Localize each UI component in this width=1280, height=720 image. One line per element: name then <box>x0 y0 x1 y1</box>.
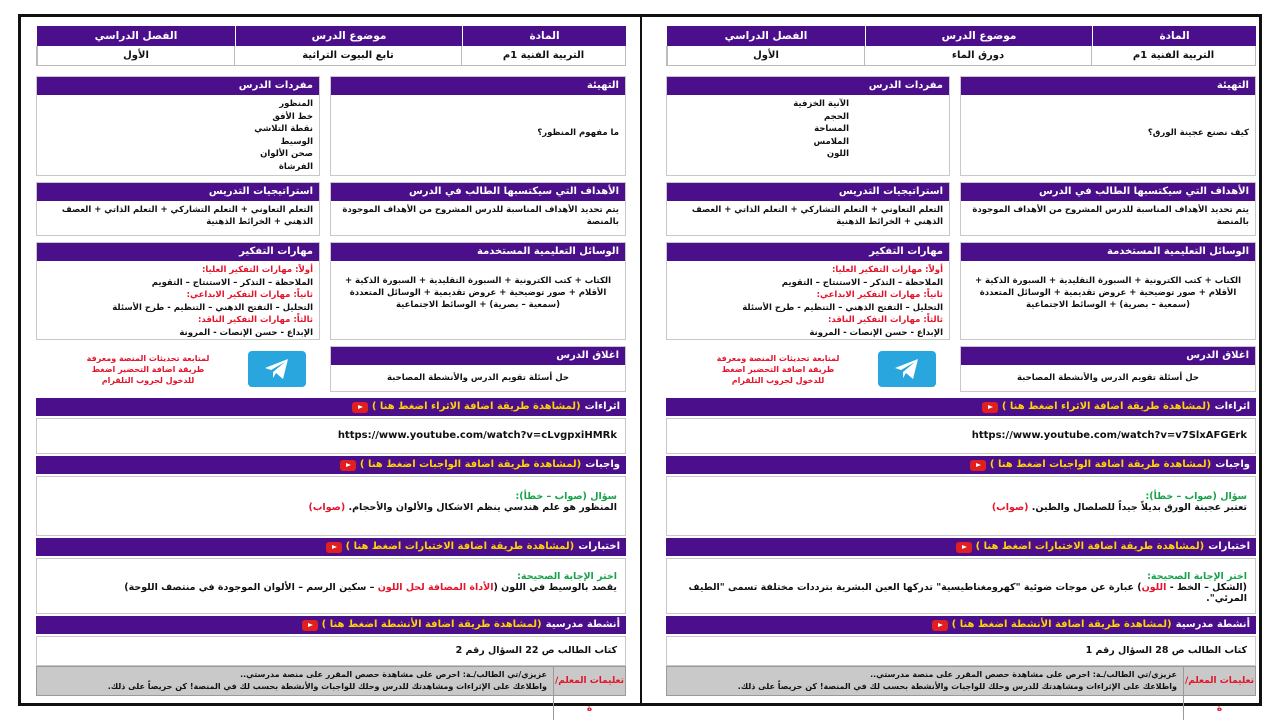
semester-header: الفصل الدراسي <box>36 26 235 46</box>
homework-label: واجبات <box>1215 459 1250 470</box>
tf-question: تعتبر عجينة الورق بديلاً جيداً للصلصال والطين. <box>1031 502 1247 513</box>
enrichment-link[interactable]: (لمشاهدة طريقة اضافة الاثراء اضغط هنا ) <box>371 401 581 412</box>
goals-title: الأهداف التي سيكتسبها الطالب في الدرس <box>331 183 625 201</box>
vocab-item: الفرشاة <box>278 161 313 172</box>
aids-text: الكتاب + كتب الكترونية + السبورة التقليدية + السبورة الذكية + الأقلام + صور توضيحية + عروض تقديمية + الوسائل المتعددة (سمعية – بصرية) + الوسائط الاجتماعية <box>344 276 612 310</box>
warmup-cell <box>330 76 626 176</box>
mc-question-b: – سكين الرسم – الألوان الموجودة في منتصف اللوحة) <box>124 582 378 593</box>
tests-content <box>666 558 1256 614</box>
tf-question-line <box>45 502 617 513</box>
strategies-cell <box>36 182 320 236</box>
topic-header: موضوع الدرس <box>865 26 1092 46</box>
thinking-line: الإبداع - حسن الإنصات - المرونة <box>179 327 313 338</box>
mc-question-a: (الشكل – الخط - <box>1166 582 1247 593</box>
telegram-text[interactable]: لمتابعة تحديثات المنصة ومعرفة طريقة اضافة التحضير اضغط للدخول لجروب التلقرام <box>716 353 840 385</box>
goals-cell <box>960 182 1256 236</box>
subject-value: التربية الفنية 1م <box>461 46 625 65</box>
thinking-line: التحليل – التفتح الذهني – التنظيم - طرح الأسئلة <box>742 302 943 313</box>
vocab-cell <box>666 76 950 176</box>
telegram-icon[interactable] <box>248 351 306 387</box>
closing-text: حل أسئلة تقويم الدرس والأنشطة المصاحبة <box>1017 373 1199 383</box>
thinking-line: الملاحظة – التذكر – الاستنتاج – التقويم <box>151 277 313 288</box>
thinking-line: التحليل – التفتح الذهني – التنظيم - طرح الأسئلة <box>112 302 313 313</box>
mc-answer: الأداة المضافة لحل اللون <box>377 582 494 593</box>
teacher-notes-text <box>667 667 1183 720</box>
warmup-title: التهيئة <box>331 77 625 95</box>
warmup-cell <box>960 76 1256 176</box>
enrichment-url[interactable]: https://www.youtube.com/watch?v=cLvgpxiHMRk <box>36 418 626 454</box>
strategies-cell <box>666 182 950 236</box>
activities-link[interactable]: (لمشاهدة طريقة اضافة الأنشطة اضغط هنا ) <box>321 619 542 630</box>
youtube-icon[interactable] <box>326 542 342 553</box>
homework-content <box>36 476 626 536</box>
vocab-item: الحجم <box>823 111 849 122</box>
activities-bar[interactable] <box>666 616 1256 634</box>
tests-label: اختبارات <box>1208 541 1250 552</box>
youtube-icon[interactable] <box>340 460 356 471</box>
thinking-list <box>667 261 949 342</box>
telegram-promo[interactable] <box>36 346 320 392</box>
mc-answer: اللون <box>1141 582 1167 593</box>
youtube-icon[interactable] <box>352 402 368 413</box>
thinking-heading: ثالثاً: مهارات التفكير الناقد: <box>198 315 313 325</box>
mc-label: اختر الإجابة الصحيحة: <box>1147 571 1247 582</box>
lesson-plan-page-2 <box>36 26 626 714</box>
tf-label: سؤال (صواب – خطأ): <box>1145 491 1247 502</box>
header-values <box>666 46 1256 66</box>
homework-link[interactable]: (لمشاهدة طريقة اضافة الواجبات اضغط هنا ) <box>989 459 1212 470</box>
enrichment-url[interactable]: https://www.youtube.com/watch?v=v7SlxAFGErk <box>666 418 1256 454</box>
aids-title: الوسائل التعليمية المستخدمة <box>961 243 1255 261</box>
tests-link[interactable]: (لمشاهدة طريقة اضافة الاختبارات اضغط هنا ) <box>345 541 575 552</box>
thinking-cell <box>36 242 320 340</box>
goals-text: يتم تحديد الأهداف المناسبة للدرس المشروح من الأهداف الموجودة بالمنصة <box>342 205 619 227</box>
mc-question-a: يقصد بالوسيط في اللون ( <box>493 582 617 593</box>
strategies-title: استراتيجيات التدريس <box>667 183 949 201</box>
telegram-promo[interactable] <box>666 346 950 392</box>
thinking-title: مهارات التفكير <box>667 243 949 261</box>
vocab-item: المنظور <box>279 99 313 109</box>
lesson-plan-page-1 <box>666 26 1256 714</box>
tf-question-line <box>675 502 1247 513</box>
homework-content <box>666 476 1256 536</box>
warmup-text: ما مفهوم المنظور؟ <box>537 128 619 138</box>
teacher-notes <box>36 666 626 714</box>
youtube-icon[interactable] <box>970 460 986 471</box>
activity-text: كتاب الطالب ص 28 السؤال رقم 1 <box>666 636 1256 666</box>
semester-value: الأول <box>37 46 234 65</box>
thinking-line: الإبداع - حسن الإنصات - المرونة <box>809 327 943 338</box>
header-row <box>666 26 1256 46</box>
teacher-line: عزيزي/تي الطالب/ـة: احرص على مشاهدة حصص المقرر على منصة مدرستي.. <box>870 670 1177 679</box>
vocab-item: الوسيط <box>280 136 313 147</box>
vocab-item: المساحة <box>814 124 849 134</box>
goals-title: الأهداف التي سيكتسبها الطالب في الدرس <box>961 183 1255 201</box>
mc-question-b: ) عبارة عن موجات ضوئية "كهرومغناطيسية" تدركها العين البشرية بترددات مختلفة تسمى "الطيف المرئي". <box>688 582 1247 604</box>
thinking-heading: أولاً: مهارات التفكير العليا: <box>201 265 313 275</box>
header-values <box>36 46 626 66</box>
vocab-list <box>37 95 319 176</box>
thinking-heading: أولاً: مهارات التفكير العليا: <box>831 265 943 275</box>
thinking-line: الملاحظة – التذكر – الاستنتاج – التقويم <box>781 277 943 288</box>
tests-link[interactable]: (لمشاهدة طريقة اضافة الاختبارات اضغط هنا ) <box>975 541 1205 552</box>
activities-label: أنشطة مدرسية <box>1175 619 1250 630</box>
enrichment-label: اثراءات <box>1214 401 1250 412</box>
subject-header: المادة <box>1092 26 1256 46</box>
tests-bar[interactable] <box>666 538 1256 556</box>
aids-text: الكتاب + كتب الكترونية + السبورة التقليدية + السبورة الذكية + الأقلام + صور توضيحية + عروض تقديمية + الوسائل المتعددة (سمعية – بصرية) + الوسائط الاجتماعية <box>974 276 1242 310</box>
youtube-icon[interactable] <box>932 620 948 631</box>
subject-header: المادة <box>462 26 626 46</box>
strategies-text: التعلم التعاوني + التعلم التشاركي + التعلم الذاتي + العصف الذهني + الخرائط الذهنية <box>61 205 313 227</box>
closing-cell <box>960 346 1256 392</box>
vocab-list <box>667 95 949 164</box>
tests-content <box>36 558 626 614</box>
vocab-item: الملامس <box>813 136 849 147</box>
tf-question: المنظور هو علم هندسي ينظم الاشكال والألوان والأحجام. <box>348 502 617 513</box>
teacher-notes <box>666 666 1256 714</box>
enrichment-link[interactable]: (لمشاهدة طريقة اضافة الاثراء اضغط هنا ) <box>1001 401 1211 412</box>
mc-label: اختر الإجابة الصحيحة: <box>517 571 617 582</box>
activities-label: أنشطة مدرسية <box>545 619 620 630</box>
page-divider <box>640 14 642 706</box>
homework-label: واجبات <box>585 459 620 470</box>
tests-bar[interactable] <box>36 538 626 556</box>
telegram-text[interactable]: لمتابعة تحديثات المنصة ومعرفة طريقة اضافة التحضير اضغط للدخول لجروب التلقرام <box>86 353 210 385</box>
goals-cell <box>330 182 626 236</box>
teacher-line: واطلاعك على الإثراءات ومشاهدتك للدرس وحلك للواجبات والأنشطة بحسب لك في المنصة! كن حريصاً على ذلك. <box>107 682 547 691</box>
closing-text: حل أسئلة تقويم الدرس والأنشطة المصاحبة <box>387 373 569 383</box>
vocab-item: صحن الألوان <box>260 149 313 159</box>
vocab-cell <box>36 76 320 176</box>
thinking-heading: ثانياً: مهارات التفكير الابداعي: <box>186 290 313 300</box>
thinking-heading: ثانياً: مهارات التفكير الابداعي: <box>816 290 943 300</box>
youtube-icon[interactable] <box>302 620 318 631</box>
strategies-title: استراتيجيات التدريس <box>37 183 319 201</box>
teacher-notes-label: تعليمات المعلم/ة <box>553 667 625 720</box>
tf-answer: (صواب) <box>991 502 1029 513</box>
aids-title: الوسائل التعليمية المستخدمة <box>331 243 625 261</box>
telegram-icon[interactable] <box>878 351 936 387</box>
activities-link[interactable]: (لمشاهدة طريقة اضافة الأنشطة اضغط هنا ) <box>951 619 1172 630</box>
teacher-line: واطلاعك على الإثراءات ومشاهدتك للدرس وحلك للواجبات والأنشطة بحسب لك في المنصة! كن حريصاً على ذلك. <box>737 682 1177 691</box>
aids-cell <box>330 242 626 340</box>
warmup-text: كيف نصنع عجينة الورق؟ <box>1147 128 1249 138</box>
teacher-notes-label: تعليمات المعلم/ة <box>1183 667 1255 720</box>
thinking-list <box>37 261 319 342</box>
vocab-item: نقطة التلاشي <box>254 124 313 134</box>
vocab-title: مفردات الدرس <box>37 77 319 95</box>
tf-answer: (صواب) <box>308 502 346 513</box>
closing-title: اغلاق الدرس <box>961 347 1255 365</box>
teacher-line: عزيزي/تي الطالب/ـة: احرص على مشاهدة حصص المقرر على منصة مدرستي.. <box>240 670 547 679</box>
goals-text: يتم تحديد الأهداف المناسبة للدرس المشروح من الأهداف الموجودة بالمنصة <box>972 205 1249 227</box>
homework-bar[interactable] <box>666 456 1256 474</box>
homework-bar[interactable] <box>36 456 626 474</box>
homework-link[interactable]: (لمشاهدة طريقة اضافة الواجبات اضغط هنا ) <box>359 459 582 470</box>
mc-question-line <box>675 582 1247 604</box>
strategies-text: التعلم التعاوني + التعلم التشاركي + التعلم الذاتي + العصف الذهني + الخرائط الذهنية <box>691 205 943 227</box>
thinking-cell <box>666 242 950 340</box>
semester-value: الأول <box>667 46 864 65</box>
closing-cell <box>330 346 626 392</box>
warmup-title: التهيئة <box>961 77 1255 95</box>
thinking-heading: ثالثاً: مهارات التفكير الناقد: <box>828 315 943 325</box>
thinking-title: مهارات التفكير <box>37 243 319 261</box>
tests-label: اختبارات <box>578 541 620 552</box>
topic-value: تابع البيوت التراثية <box>234 46 461 65</box>
vocab-item: اللون <box>826 149 849 159</box>
tf-label: سؤال (صواب – خطأ): <box>515 491 617 502</box>
enrichment-label: اثراءات <box>584 401 620 412</box>
closing-title: اغلاق الدرس <box>331 347 625 365</box>
enrichment-bar[interactable] <box>666 398 1256 416</box>
enrichment-bar[interactable] <box>36 398 626 416</box>
youtube-icon[interactable] <box>982 402 998 413</box>
youtube-icon[interactable] <box>956 542 972 553</box>
topic-header: موضوع الدرس <box>235 26 462 46</box>
activity-text: كتاب الطالب ص 22 السؤال رقم 2 <box>36 636 626 666</box>
teacher-notes-text <box>37 667 553 720</box>
vocab-item: الآنية الخزفية <box>793 99 849 109</box>
vocab-title: مفردات الدرس <box>667 77 949 95</box>
subject-value: التربية الفنية 1م <box>1091 46 1255 65</box>
topic-value: دورق الماء <box>864 46 1091 65</box>
header-row <box>36 26 626 46</box>
aids-cell <box>960 242 1256 340</box>
mc-question-line <box>45 582 617 593</box>
activities-bar[interactable] <box>36 616 626 634</box>
vocab-item: خط الأفق <box>272 111 313 122</box>
semester-header: الفصل الدراسي <box>666 26 865 46</box>
